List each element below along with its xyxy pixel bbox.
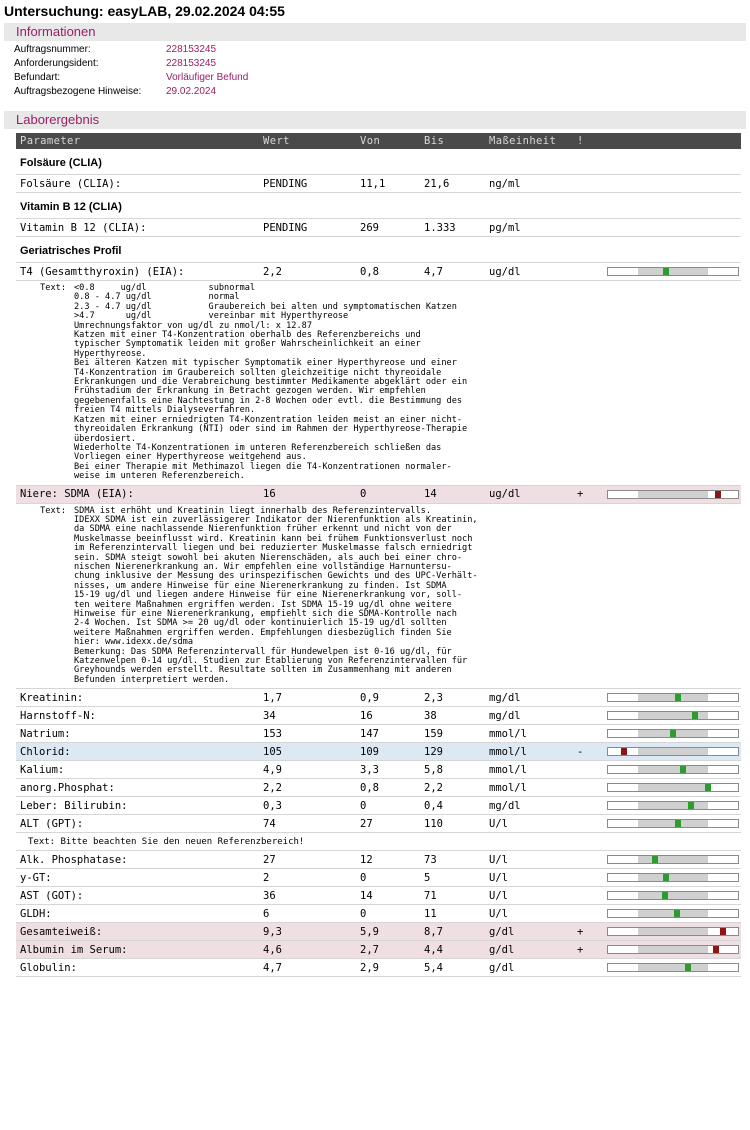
range-bar — [607, 267, 739, 276]
param-cell: Gesamteiweiß: — [20, 925, 103, 938]
range-low-cell: 16 — [360, 709, 373, 722]
value-cell: 2 — [263, 871, 270, 884]
param-cell: Alk. Phosphatase: — [20, 853, 128, 866]
unit-cell: U/l — [489, 817, 508, 830]
reference-range — [638, 892, 708, 899]
col-bis-header: Bis — [424, 135, 445, 147]
unit-cell: mmol/l — [489, 781, 527, 794]
comment-label: Text: — [40, 283, 66, 293]
range-low-cell: 0,9 — [360, 691, 379, 704]
value-cell: 1,7 — [263, 691, 282, 704]
range-bar — [607, 945, 739, 954]
range-bar-cell — [607, 711, 741, 720]
param-cell: Kreatinin: — [20, 691, 84, 704]
reference-range — [638, 820, 708, 827]
value-marker — [663, 268, 669, 275]
unit-cell: g/dl — [489, 943, 515, 956]
value-cell: 4,9 — [263, 763, 282, 776]
table-row — [16, 815, 741, 833]
unit-cell: pg/ml — [489, 221, 521, 234]
range-low-cell: 11,1 — [360, 177, 386, 190]
range-bar-cell — [607, 819, 741, 828]
unit-cell: ug/dl — [489, 488, 521, 501]
param-cell: Leber: Bilirubin: — [20, 799, 128, 812]
value-marker — [720, 928, 726, 935]
group-heading: Folsäure (CLIA) — [16, 149, 741, 175]
range-low-cell: 27 — [360, 817, 373, 830]
table-row — [16, 689, 741, 707]
info-value: 29.02.2024 — [166, 86, 217, 97]
reference-range — [638, 491, 708, 498]
range-low-cell: 147 — [360, 727, 379, 740]
table-header — [16, 133, 741, 149]
range-low-cell: 0 — [360, 907, 367, 920]
col-unit-header: Maßeinheit — [489, 135, 557, 147]
value-cell: PENDING — [263, 177, 308, 190]
reference-range — [638, 748, 708, 755]
unit-cell: mg/dl — [489, 709, 521, 722]
unit-cell: g/dl — [489, 961, 515, 974]
table-row — [16, 219, 741, 237]
range-high-cell: 2,3 — [424, 691, 443, 704]
col-param-header: Parameter — [20, 135, 81, 147]
info-section-heading: Informationen — [4, 23, 746, 41]
value-cell: 9,3 — [263, 925, 282, 938]
range-bar — [607, 873, 739, 882]
param-cell: Globulin: — [20, 961, 77, 974]
range-bar — [607, 783, 739, 792]
param-cell: Chlorid: — [20, 745, 71, 758]
info-row — [14, 85, 750, 99]
table-row — [16, 941, 741, 959]
range-low-cell: 14 — [360, 889, 373, 902]
range-low-cell: 0 — [360, 488, 367, 501]
table-row — [16, 905, 741, 923]
range-bar-cell — [607, 765, 741, 774]
range-low-cell: 3,3 — [360, 763, 379, 776]
unit-cell: mg/dl — [489, 799, 521, 812]
info-label: Anforderungsident: — [14, 58, 99, 69]
param-cell: ALT (GPT): — [20, 817, 84, 830]
range-bar-cell — [607, 927, 741, 936]
value-marker — [692, 712, 698, 719]
group-heading: Vitamin B 12 (CLIA) — [16, 193, 741, 219]
range-high-cell: 8,7 — [424, 925, 443, 938]
unit-cell: ng/ml — [489, 177, 521, 190]
page-title: Untersuchung: easyLAB, 29.02.2024 04:55 — [4, 3, 285, 19]
range-bar-cell — [607, 963, 741, 972]
info-table — [14, 43, 750, 99]
range-high-cell: 2,2 — [424, 781, 443, 794]
range-bar-cell — [607, 267, 741, 276]
flag-cell: + — [577, 925, 584, 938]
range-high-cell: 38 — [424, 709, 437, 722]
range-low-cell: 0,8 — [360, 265, 379, 278]
value-marker — [670, 730, 676, 737]
value-cell: 36 — [263, 889, 276, 902]
unit-cell: U/l — [489, 907, 508, 920]
range-bar — [607, 855, 739, 864]
info-row — [14, 71, 750, 85]
comment-sdma — [16, 504, 741, 690]
param-cell: Kalium: — [20, 763, 65, 776]
range-bar-cell — [607, 490, 741, 499]
range-high-cell: 14 — [424, 488, 437, 501]
range-bar-cell — [607, 891, 741, 900]
range-low-cell: 5,9 — [360, 925, 379, 938]
info-value: 228153245 — [166, 58, 217, 69]
range-high-cell: 4,7 — [424, 265, 443, 278]
range-high-cell: 110 — [424, 817, 443, 830]
value-cell: 6 — [263, 907, 270, 920]
value-marker — [713, 946, 719, 953]
value-cell: 16 — [263, 488, 276, 501]
range-high-cell: 11 — [424, 907, 437, 920]
comment-label: Text: — [40, 505, 66, 516]
flag-cell: - — [577, 745, 584, 758]
range-high-cell: 71 — [424, 889, 437, 902]
range-bar — [607, 909, 739, 918]
value-cell: PENDING — [263, 221, 308, 234]
value-marker — [705, 784, 711, 791]
range-bar — [607, 801, 739, 810]
range-bar-cell — [607, 801, 741, 810]
comment-t4 — [16, 281, 741, 486]
range-bar — [607, 765, 739, 774]
info-label: Auftragsnummer: — [14, 44, 91, 55]
value-cell: 27 — [263, 853, 276, 866]
range-bar — [607, 711, 739, 720]
value-marker — [663, 874, 669, 881]
lab-section-heading: Laborergebnis — [4, 111, 746, 129]
range-bar — [607, 963, 739, 972]
info-row — [14, 57, 750, 71]
range-bar-cell — [607, 945, 741, 954]
unit-cell: U/l — [489, 889, 508, 902]
range-bar — [607, 490, 739, 499]
range-bar-cell — [607, 909, 741, 918]
range-low-cell: 269 — [360, 221, 379, 234]
col-wert-header: Wert — [263, 135, 290, 147]
comment-alt: Text: Bitte beachten Sie den neuen Referenzbereich! — [16, 833, 741, 851]
unit-cell: U/l — [489, 871, 508, 884]
flag-cell: + — [577, 943, 584, 956]
param-cell: GLDH: — [20, 907, 52, 920]
param-cell: y-GT: — [20, 871, 52, 884]
reference-range — [638, 946, 708, 953]
unit-cell: ug/dl — [489, 265, 521, 278]
range-high-cell: 4,4 — [424, 943, 443, 956]
range-bar-cell — [607, 693, 741, 702]
range-low-cell: 0 — [360, 799, 367, 812]
value-marker — [675, 694, 681, 701]
range-bar — [607, 747, 739, 756]
reference-range — [638, 268, 708, 275]
info-value: Vorläufiger Befund — [166, 72, 249, 83]
value-marker — [675, 820, 681, 827]
param-cell: Folsäure (CLIA): — [20, 177, 122, 190]
param-cell: Niere: SDMA (EIA): — [20, 488, 134, 501]
range-low-cell: 2,9 — [360, 961, 379, 974]
range-low-cell: 2,7 — [360, 943, 379, 956]
range-high-cell: 159 — [424, 727, 443, 740]
table-row — [16, 923, 741, 941]
table-row — [16, 851, 741, 869]
table-row — [16, 743, 741, 761]
unit-cell: mmol/l — [489, 727, 527, 740]
value-marker — [674, 910, 680, 917]
unit-cell: g/dl — [489, 925, 515, 938]
table-row — [16, 797, 741, 815]
value-cell: 2,2 — [263, 265, 282, 278]
comment-body: SDMA ist erhöht und Kreatinin liegt innerhalb des Referenzintervalls. IDEXX SDMA ist ein zuverlässigerer Indikator der Nierenfunktion als Kreatinin, da SDMA eine nachlassende Nierenfunktion früher erkennt und nicht von der Muskelmasse beeinflusst wird. Kreatinin kann bei frühem Funktionsverlust noch im Referenzintervall liegen und bei reduzierter Muskelmasse falsch erniedrigt sein. SDMA steigt sowohl bei akuten Nierenschäden, als auch bei einer chro- nischen Nierenerkrankung an. Wir empfehlen eine vollständige Harnuntersu- chung inklusive der Messung des urinspezifischen Gewichts und des UPC-Verhält- nisses, um andere Hinweise für eine Nierenerkrankung zu finden. Ist SDMA 15-19 ug/dl und liegen andere Hinweise für eine Nierenerkrankung vor, soll- ten weitere Maßnahmen ergriffen werden. Ist SDMA 15-19 ug/dl ohne weitere Hinweise für eine Nierenerkrankung, empfiehlt sich die SDMA-Kontrolle nach 2-4 Wochen. Ist SDMA >= 20 ug/dl oder kontinuierlich 15-19 ug/dl sollten weitere Maßnahmen ergriffen werden. Empfehlungen diesbezüglich finden Sie hier: www.idexx.de/sdma Bemerkung: Das SDMA Referenzintervall für Hundewelpen ist 0-16 ug/dl, für Katzenwelpen 0-14 ug/dl. Studien zur Etablierung von Referenzintervallen für Greyhounds werden erstellt. Resultate sollten im Zusammenhang mit anderen Befunden interpretiert werden. — [74, 505, 478, 685]
range-bar — [607, 891, 739, 900]
reference-range — [638, 802, 708, 809]
value-cell: 4,6 — [263, 943, 282, 956]
range-low-cell: 0 — [360, 871, 367, 884]
reference-range — [638, 874, 708, 881]
lab-results-table — [16, 133, 741, 977]
value-marker — [688, 802, 694, 809]
value-cell: 74 — [263, 817, 276, 830]
range-bar-cell — [607, 747, 741, 756]
col-von-header: Von — [360, 135, 381, 147]
reference-range — [638, 694, 708, 701]
value-marker — [652, 856, 658, 863]
table-row — [16, 486, 741, 504]
comment-body: <0.8 ug/dl subnormal 0.8 - 4.7 ug/dl normal 2.3 - 4.7 ug/dl Graubereich bei alten und symptomatischen Katzen >4.7 ug/dl vereinbar mit Hyperthyreose Umrechnungsfaktor von ug/dl zu nmol/l: x 12.87 Katzen mit einer T4-Konzentration oberhalb des Referenzbereichs und typischer Symptomatik leiden mit großer Wahrscheinlichkeit an einer Hyperthyreose. Bei älteren Katzen mit typischer Symptomatik einer Hyperthyreose und einer T4-Konzentration im Graubereich sollten gleichzeitige nicht thyreoidale Erkrankungen und die Verabreichung bestimmter Medikamente abgeklärt oder ein Frühstadium der Erkrankung in Betracht gezogen werden. Wir empfehlen gegebenenfalls eine Nachtestung in 2-8 Wochen oder evtl. die Bestimmung des freien T4 mittels Dialyseverfahren. Katzen mit einer erniedrigten T4-Konzentration leiden meist an einer nicht- thyreoidalen Erkrankung (NTI) oder sind im Rahmen der Hyperthyreose-Therapie überdosiert. Wiederholte T4-Konzentrationen im unteren Referenzbereich schließen das Vorliegen einer Hyperthyreose weitgehend aus. Bei einer Therapie mit Methimazol liegen die T4-Konzentrationen normaler- weise im unteren Referenzbereich. — [74, 283, 468, 482]
value-cell: 4,7 — [263, 961, 282, 974]
table-row — [16, 869, 741, 887]
table-row — [16, 887, 741, 905]
value-marker — [715, 491, 721, 498]
range-bar — [607, 729, 739, 738]
range-bar-cell — [607, 873, 741, 882]
table-row — [16, 707, 741, 725]
unit-cell: mmol/l — [489, 745, 527, 758]
value-marker — [680, 766, 686, 773]
value-cell: 153 — [263, 727, 282, 740]
range-bar-cell — [607, 855, 741, 864]
table-row — [16, 779, 741, 797]
flag-cell: + — [577, 488, 584, 501]
info-label: Befundart: — [14, 72, 61, 83]
range-high-cell: 129 — [424, 745, 443, 758]
range-bar — [607, 693, 739, 702]
unit-cell: mg/dl — [489, 691, 521, 704]
range-high-cell: 5,4 — [424, 961, 443, 974]
reference-range — [638, 928, 708, 935]
value-marker — [621, 748, 627, 755]
group-heading: Geriatrisches Profil — [16, 237, 741, 263]
param-cell: Natrium: — [20, 727, 71, 740]
param-cell: Vitamin B 12 (CLIA): — [20, 221, 147, 234]
unit-cell: mmol/l — [489, 763, 527, 776]
table-row — [16, 761, 741, 779]
param-cell: Albumin im Serum: — [20, 943, 128, 956]
range-low-cell: 0,8 — [360, 781, 379, 794]
range-bar-cell — [607, 783, 741, 792]
range-high-cell: 5 — [424, 871, 431, 884]
info-value: 228153245 — [166, 44, 217, 55]
range-high-cell: 5,8 — [424, 763, 443, 776]
reference-range — [638, 784, 708, 791]
value-cell: 34 — [263, 709, 276, 722]
range-high-cell: 1.333 — [424, 221, 456, 234]
value-cell: 0,3 — [263, 799, 282, 812]
value-cell: 2,2 — [263, 781, 282, 794]
col-flag-header: ! — [577, 135, 584, 147]
table-row — [16, 959, 741, 977]
value-marker — [685, 964, 691, 971]
value-cell: 105 — [263, 745, 282, 758]
range-high-cell: 21,6 — [424, 177, 450, 190]
range-bar — [607, 927, 739, 936]
reference-range — [638, 766, 708, 773]
info-label: Auftragsbezogene Hinweise: — [14, 86, 142, 97]
range-bar-cell — [607, 729, 741, 738]
info-row — [14, 43, 750, 57]
table-row — [16, 175, 741, 193]
reference-range — [638, 964, 708, 971]
value-marker — [662, 892, 668, 899]
table-row — [16, 725, 741, 743]
param-cell: AST (GOT): — [20, 889, 84, 902]
table-row — [16, 263, 741, 281]
range-high-cell: 73 — [424, 853, 437, 866]
range-low-cell: 109 — [360, 745, 379, 758]
range-low-cell: 12 — [360, 853, 373, 866]
range-high-cell: 0,4 — [424, 799, 443, 812]
param-cell: T4 (Gesamtthyroxin) (EIA): — [20, 265, 185, 278]
param-cell: Harnstoff-N: — [20, 709, 96, 722]
range-bar — [607, 819, 739, 828]
col-bar-header — [607, 133, 741, 149]
unit-cell: U/l — [489, 853, 508, 866]
param-cell: anorg.Phosphat: — [20, 781, 115, 794]
reference-range — [638, 856, 708, 863]
